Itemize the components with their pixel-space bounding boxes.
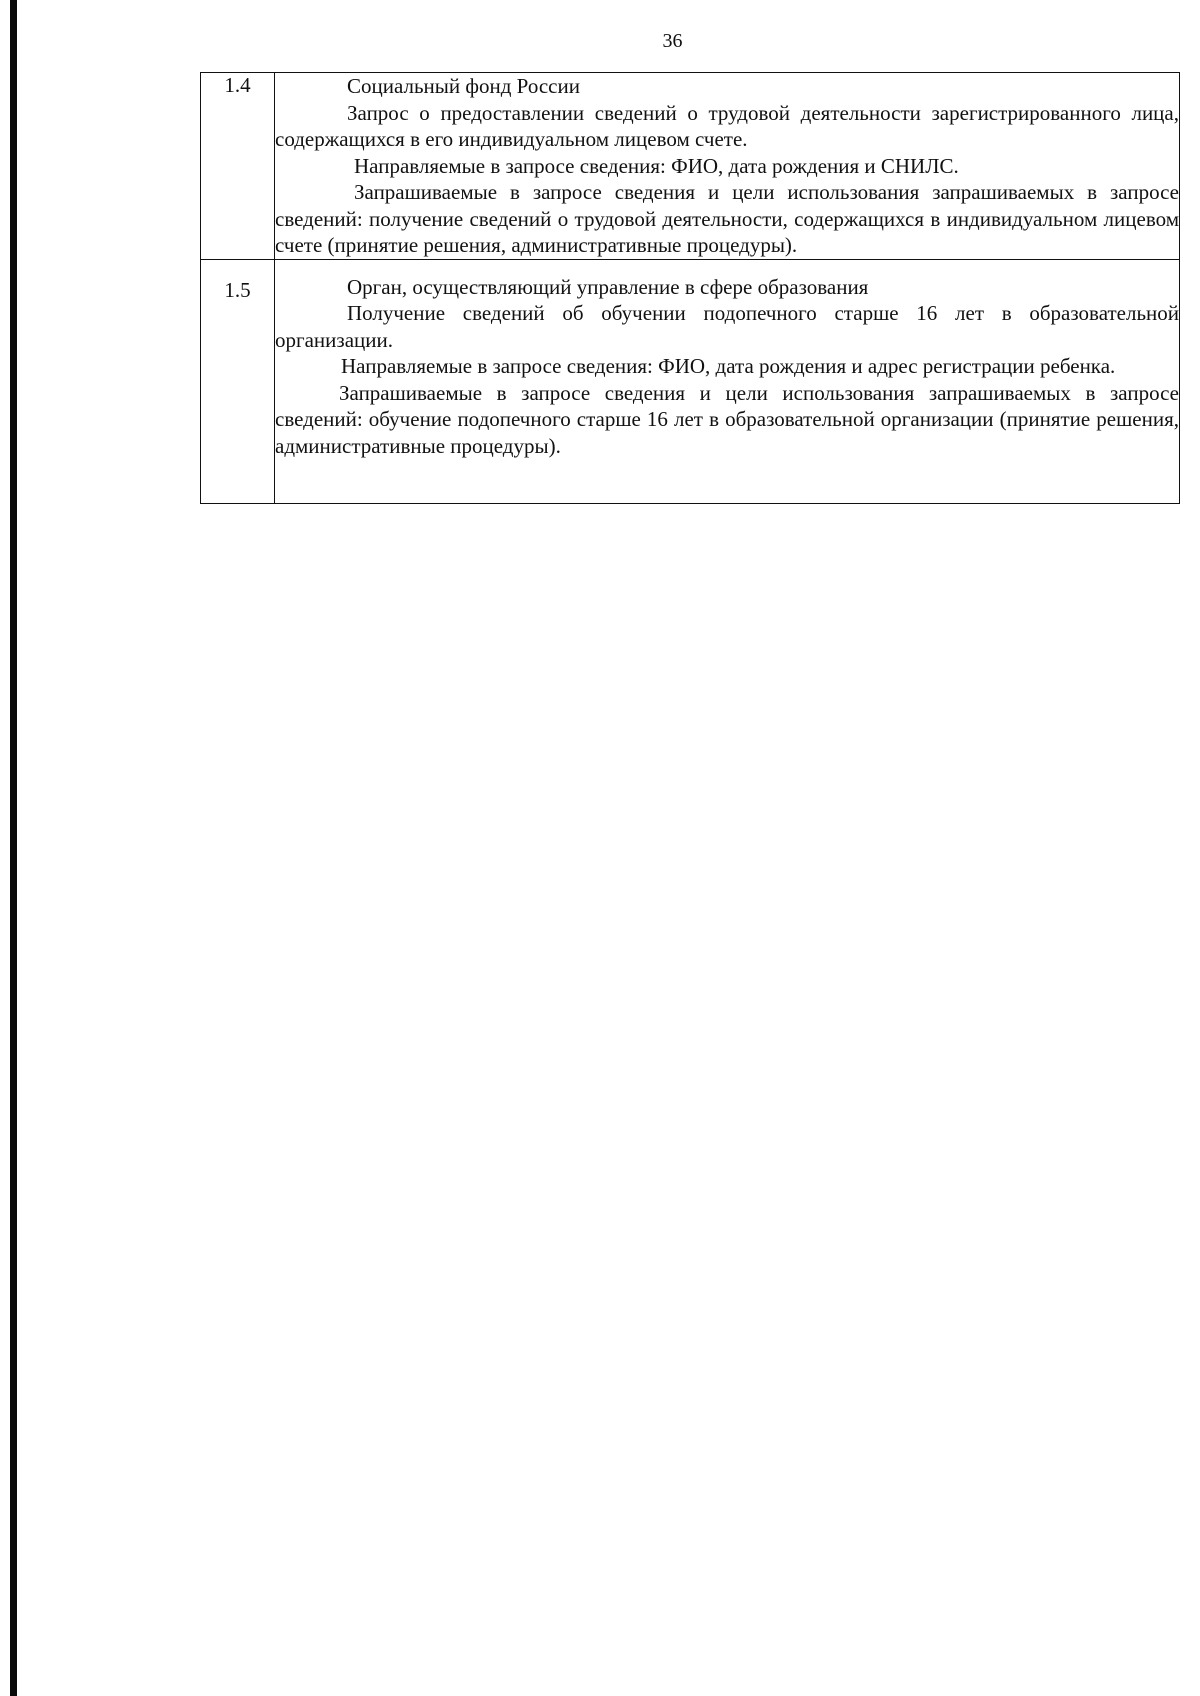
scan-edge-border [10,0,17,1696]
row-number: 1.4 [201,73,275,260]
row-number: 1.5 [201,259,275,504]
sent-info: Направляемые в запросе сведения: ФИО, дата рождения и СНИЛС. [354,153,959,178]
requested-info: Запрашиваемые в запросе сведения и цели использования запрашиваемых в запросе сведений: получение сведений о трудовой деятельности, содержащихся в индивидуальном лицевом счете (принятие решения, административные процедуры). [275,180,1179,257]
row-content [275,259,1180,504]
services-table [200,72,1180,504]
request-description: Получение сведений об обучении подопечного старше 16 лет в образовательной организации. [275,301,1179,352]
table-row [201,73,1180,260]
agency-name: Орган, осуществляющий управление в сфере образования [347,274,869,299]
row-content [275,73,1180,260]
sent-info: Направляемые в запросе сведения: ФИО, дата рождения и адрес регистрации ребенка. [341,354,1116,378]
table-row [201,259,1180,504]
request-description: Запрос о предоставлении сведений о трудовой деятельности зарегистрированного лица, содержащихся в его индивидуальном лицевом счете. [275,100,1179,151]
requested-info: Запрашиваемые в запросе сведения и цели использования запрашиваемых в запросе сведений: обучение подопечного старше 16 лет в образовательной организации (принятие решения, административные процедуры). [275,380,1179,458]
agency-name: Социальный фонд России [347,74,580,98]
page-number: 36 [662,30,683,52]
